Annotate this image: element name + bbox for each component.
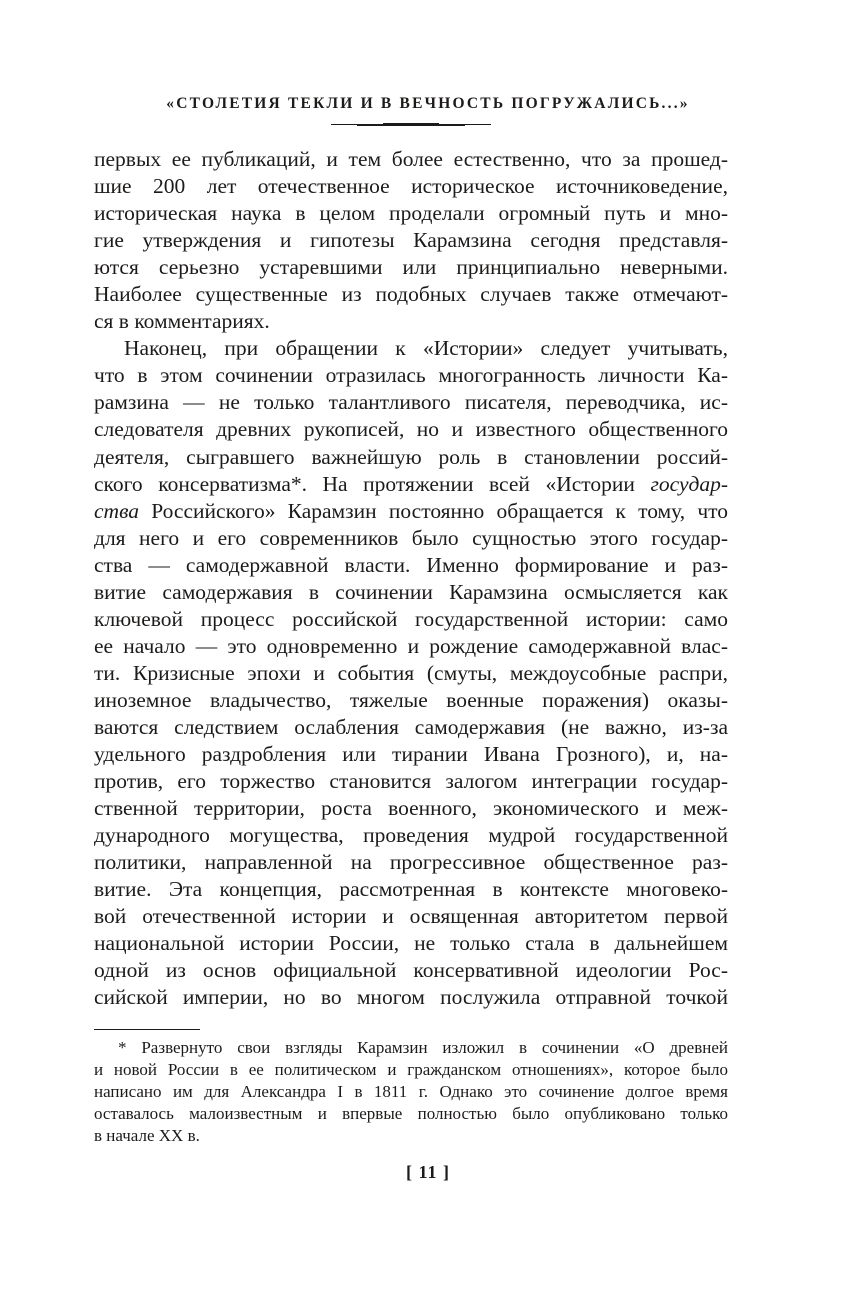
body-line: вой отечественной истории и освященная авторитетом первой [94,904,728,929]
body-line: ственной территории, роста военного, экономического и меж- [94,796,728,821]
body-line: политики, направленной на прогрессивное общественное раз- [94,850,728,875]
body-line-with-italic [94,498,728,525]
body-line-with-italic [94,471,728,498]
body-line: первых ее публикаций, и тем более естественно, что за прошед- [94,147,728,171]
footnote-line: и новой России в ее политическом и гражданском отношениях», которое было [94,1060,728,1079]
body-text [94,146,728,1012]
footnote-line: в начале XX в. [94,1126,200,1145]
body-line: ее начало — это одновременно и рождение самодержавной влас- [94,633,728,658]
body-line: против, его торжество становится залогом интеграции государ- [94,769,728,794]
footnote [94,1037,728,1147]
body-line-paragraph-start: Наконец, при обращении к «Истории» следует учитывать, [124,336,728,361]
body-line: витие. Эта концепция, рассмотренная в контексте многовеко- [94,877,728,902]
body-line: ются серьезно устаревшими или принципиально неверными. [94,255,728,280]
body-line: шие 200 лет отечественное историческое источниковедение, [94,174,728,199]
body-line: ти. Кризисные эпохи и события (смуты, междоусобные распри, [94,660,728,685]
italic-text-run: ства [94,498,140,523]
body-line: иноземное владычество, тяжелые военные поражения) оказы- [94,687,728,712]
body-line: деятеля, сыгравшего важнейшую роль в становлении россий- [94,444,728,469]
italic-text-run: государ- [650,471,728,496]
body-line: сийской империи, но во многом послужила отправной точкой [94,985,728,1010]
body-line-paragraph-end: ся в комментариях. [94,309,270,334]
body-line: гие утверждения и гипотезы Карамзина сегодня представля- [94,228,728,253]
body-line: рамзина — не только талантливого писателя, переводчика, ис- [94,390,728,415]
footnote-separator [94,1029,200,1030]
footnote-line: написано им для Александра I в 1811 г. Однако это сочинение долгое время [94,1082,728,1101]
body-line: что в этом сочинении отразилась многогранность личности Ка- [94,363,728,388]
running-head: «СТОЛЕТИЯ ТЕКЛИ И В ВЕЧНОСТЬ ПОГРУЖАЛИСЬ...» [166,95,690,112]
body-line: национальной истории России, не только стала в дальнейшем [94,931,728,956]
body-line: историческая наука в целом проделали огромный путь и мно- [94,201,728,226]
body-line: ства — самодержавной власти. Именно формирование и раз- [94,552,728,577]
running-head-rule-core [383,123,439,126]
body-line: ключевой процесс российской государственной истории: само [94,606,728,631]
body-line: Наиболее существенные из подобных случаев также отмечают- [94,282,728,307]
body-line: для него и его современников было сущностью этого государ- [94,525,728,550]
footnote-line: оставалось малоизвестным и впервые полностью было опубликовано только [94,1104,728,1123]
body-line: одной из основ официальной консервативной идеологии Рос- [94,958,728,983]
footnote-line: * Развернуто свои взгляды Карамзин изложил в сочинении «О древней [118,1038,728,1057]
body-line: дународного могущества, проведения мудрой государственной [94,823,728,848]
body-line: удельного раздробления или тирании Ивана Грозного), и, на- [94,742,728,767]
text-run: Российского» Карамзин постоянно обращается к тому, что [139,498,728,523]
body-line: ваются следствием ослабления самодержавия (не важно, из-за [94,714,728,739]
body-line: следователя древних рукописей, но и известного общественного [94,417,728,442]
body-line: витие самодержавия в сочинении Карамзина осмысляется как [94,579,728,604]
page-number: [ 11 ] [406,1162,450,1182]
text-run: ского консерватизма*. На протяжении всей «Истории [94,471,651,496]
